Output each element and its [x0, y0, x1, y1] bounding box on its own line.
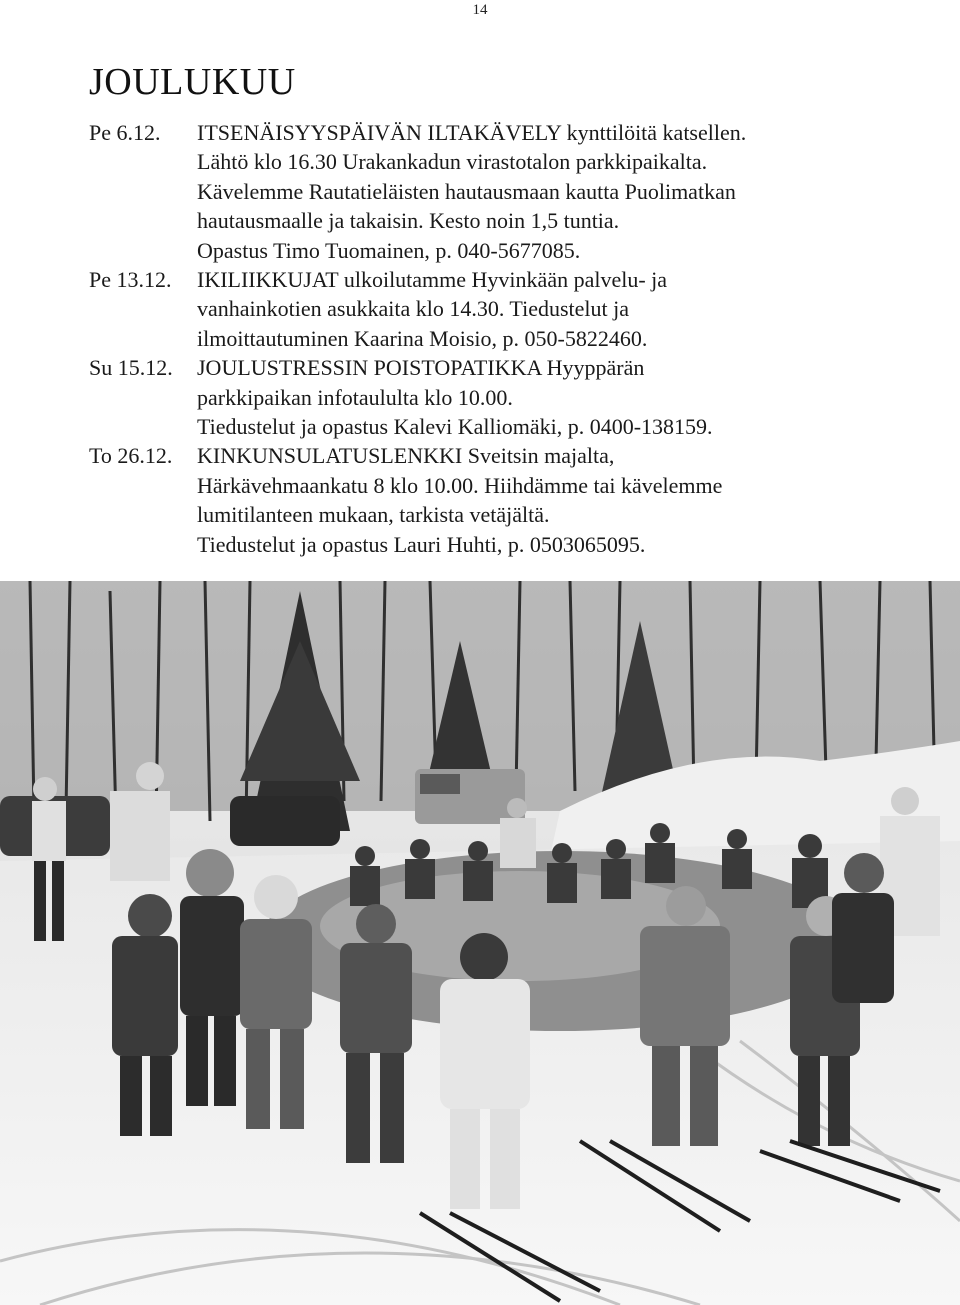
- event-line: parkkipaikan infotaululta klo 10.00.: [197, 384, 513, 410]
- event-date: To 26.12.: [89, 443, 173, 469]
- event-date: Pe 13.12.: [89, 267, 172, 293]
- event-line: IKILIIKKUJAT ulkoilutamme Hyvinkään palvelu- ja: [197, 267, 668, 293]
- event-line: Kävelemme Rautatieläisten hautausmaan kautta Puolimatkan: [197, 178, 736, 204]
- event-item: [89, 118, 909, 265]
- event-description: [197, 353, 909, 441]
- event-line: hautausmaalle ja takaisin. Kesto noin 1,5 tuntia.: [197, 208, 620, 234]
- event-item: [89, 265, 909, 353]
- event-line: Tiedustelut ja opastus Lauri Huhti, p. 0503065095.: [197, 531, 646, 557]
- event-list: [89, 118, 909, 559]
- event-line: KINKUNSULATUSLENKKI Sveitsin majalta,: [197, 443, 615, 469]
- event-line: Tiedustelut ja opastus Kalevi Kalliomäki, p. 0400-138159.: [197, 414, 713, 440]
- event-date: Pe 6.12.: [89, 120, 161, 145]
- page-title: JOULUKUU: [89, 61, 296, 103]
- page-number: 14: [472, 2, 488, 18]
- event-date: Su 15.12.: [89, 355, 173, 381]
- event-line: lumitilanteen mukaan, tarkista vetäjältä.: [197, 502, 550, 528]
- event-line: ITSENÄISYYSPÄIVÄN ILTAKÄVELY kynttilöitä katsellen.: [197, 120, 747, 145]
- event-line: vanhainkotien asukkaita klo 14.30. Tiedustelut ja: [197, 296, 630, 322]
- event-line: JOULUSTRESSIN POISTOPATIKKA Hyyppärän: [197, 355, 645, 381]
- winter-activity-photo: [0, 581, 960, 1305]
- event-item: [89, 441, 909, 559]
- event-line: Opastus Timo Tuomainen, p. 040-5677085.: [197, 237, 581, 263]
- event-item: [89, 353, 909, 441]
- event-description: [197, 118, 909, 265]
- photo-illustration: [0, 581, 960, 1305]
- event-line: Lähtö klo 16.30 Urakankadun virastotalon parkkipaikalta.: [197, 149, 708, 175]
- event-description: [197, 265, 909, 353]
- event-description: [197, 441, 909, 559]
- event-line: Härkävehmaankatu 8 klo 10.00. Hiihdämme tai kävelemme: [197, 472, 723, 498]
- event-line: ilmoittautuminen Kaarina Moisio, p. 050-5822460.: [197, 325, 648, 351]
